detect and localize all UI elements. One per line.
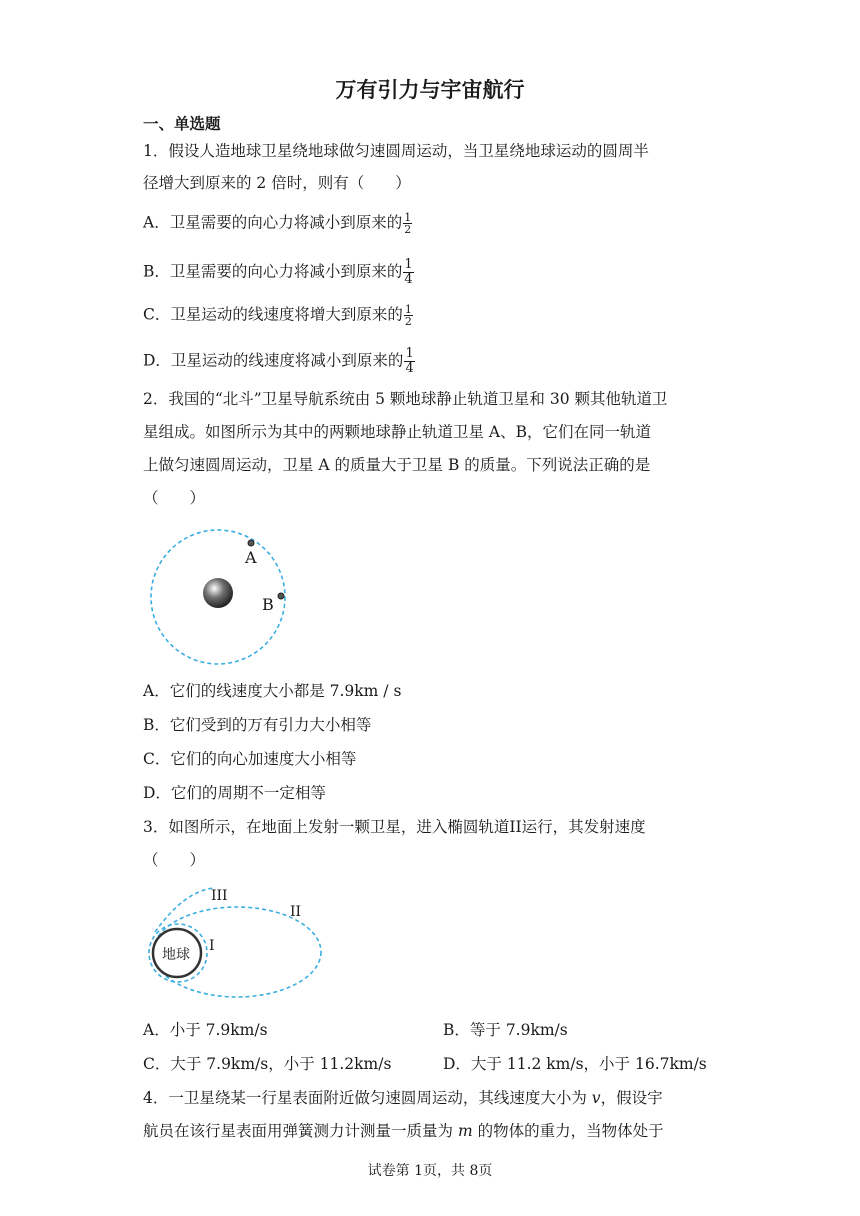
q1-option-d-text: D．卫星运动的线速度将减小到原来的 [143,351,404,370]
fraction: $\frac{1}{2}$ [404,303,412,328]
variable-m: m [457,1122,473,1140]
q2-option-c: C．它们的向心加速度大小相等 [143,750,357,768]
q2-stem-line1: 2．我国的“北斗”卫星导航系统由 5 颗地球静止轨道卫星和 30 颗其他轨道卫 [143,390,668,408]
earth-label: 地球 [162,947,190,963]
q1-option-c-text: C．卫星运动的线速度将增大到原来的 [143,305,403,324]
variable-v: v [591,1089,601,1107]
satellite-a-label: A [245,548,257,567]
earth-sphere [203,578,233,608]
q1-stem-line1: 1．假设人造地球卫星绕地球做匀速圆周运动，当卫星绕地球运动的圆周半 [143,142,649,160]
orbit-ii-label: II [290,904,302,920]
q1-stem-line2: 径增大到原来的 2 倍时，则有（ ） [143,174,411,192]
q1-option-d [143,347,415,376]
q1-option-c [143,304,413,327]
q3-stem-line2: （ ） [143,851,206,869]
q3-option-b: B．等于 7.9km/s [443,1021,568,1039]
q2-option-b: B．它们受到的万有引力大小相等 [143,716,372,734]
q2-stem-line2: 星组成。如图所示为其中的两颗地球静止轨道卫星 A、B，它们在同一轨道 [143,423,652,441]
section-heading: 一、单选题 [143,115,221,133]
q2-stem-line3: 上做匀速圆周运动，卫星 A 的质量大于卫星 B 的质量。下列说法正确的是 [143,456,651,474]
satellite-b-label: B [262,595,274,614]
satellite-b [278,593,284,599]
q3-stem-line1: 3．如图所示，在地面上发射一颗卫星，进入椭圆轨道II运行，其发射速度 [143,818,646,836]
orbit-iii-label: III [211,888,228,904]
fraction: $\frac{1}{4}$ [404,257,413,287]
q2-stem-line4: （ ） [143,489,206,507]
q1-option-b [143,258,414,287]
page-title: 万有引力与宇宙航行 [335,78,525,102]
fraction: $\frac{1}{4}$ [405,346,414,376]
orbit-i-label: I [209,938,215,954]
page-footer: 试卷第 1页，共 8页 [367,1163,493,1179]
q2-option-a: A．它们的线速度大小都是 7.9km / s [143,682,402,700]
satellite-a [248,540,254,546]
fraction: $\frac{1}{2}$ [404,211,412,236]
q4-stem-line2: 航员在该行星表面用弹簧测力计测量一质量为 m 的物体的重力，当物体处于 [143,1122,664,1140]
q1-option-b-text: B．卫星需要的向心力将减小到原来的 [143,262,403,281]
q4-stem-line1: 4．一卫星绕某一行星表面附近做匀速圆周运动，其线速度大小为 v，假设宇 [143,1089,663,1107]
q3-option-d: D．大于 11.2 km/s，小于 16.7km/s [443,1055,707,1073]
q3-option-c: C．大于 7.9km/s，小于 11.2km/s [143,1055,392,1073]
q3-orbit-figure [145,880,335,1005]
q3-option-a: A．小于 7.9km/s [143,1021,268,1039]
q1-option-a-text: A．卫星需要的向心力将减小到原来的 [143,213,403,232]
q2-orbit-figure [140,525,300,670]
q2-option-d: D．它们的周期不一定相等 [143,784,326,802]
q1-option-a [143,212,412,235]
